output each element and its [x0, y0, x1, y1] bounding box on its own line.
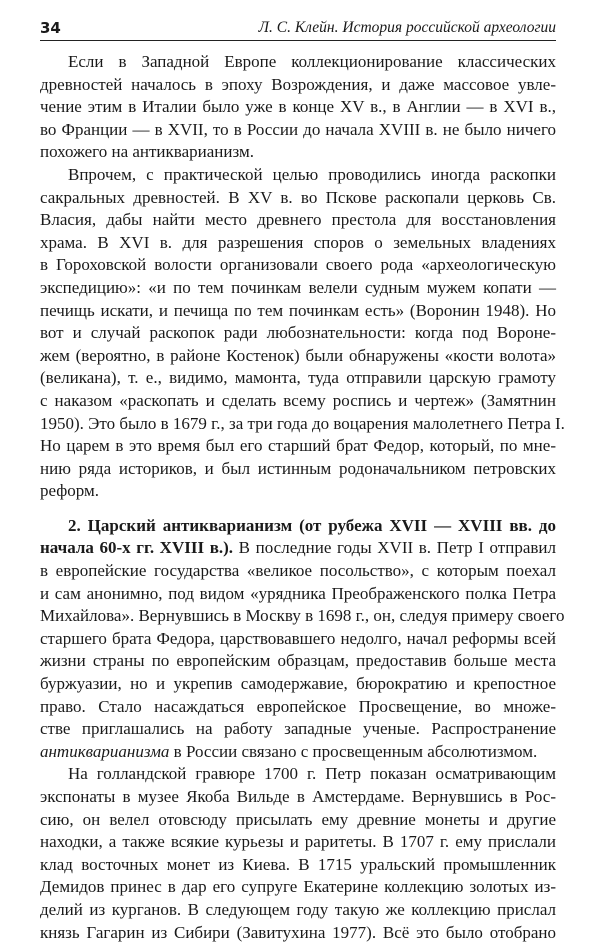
text-line: сакральных древностей. В XV в. во Пскове раскопали церковь Св. — [40, 187, 556, 207]
text-line: и сам анонимно, под видом «урядника Преображенского полка Петра — [40, 583, 556, 603]
text-line: сию, он велел отовсюду присылать ему древние монеты и другие — [40, 809, 556, 829]
body-text — [40, 51, 565, 944]
text-line: старшего брата Федора, царствовавшего недолго, начал реформы всей — [40, 628, 556, 648]
text-line: в европейские государства «великое посольство», с которым поехал — [40, 561, 556, 581]
text-line: в Гороховской волости организовали своего рода «археологическую — [40, 255, 556, 275]
text-line: На голландской гравюре 1700 г. Петр показан осматривающим — [68, 764, 556, 784]
text-line: клад восточных монет из Киева. В 1715 уральский промышленник — [40, 854, 556, 874]
text-line: находки, а также всякие курьезы и раритеты. В 1707 г. ему прислали — [40, 832, 556, 852]
text-line: с наказом «раскопать и сделать всему роспись и чертеж» (Замятнин — [40, 390, 556, 410]
text-run: В последние годы XVII в. Петр I отправил — [233, 538, 556, 558]
text-line: жизни страны по европейским образцам, предоставив больше места — [40, 651, 556, 671]
text-line: древностей началось в эпоху Возрождения, и даже массовое увле- — [40, 74, 556, 94]
section-heading-line — [40, 515, 556, 538]
text-line: Но царем в это время был его старший брат Федор, который, по мне- — [40, 436, 556, 456]
section-gap — [40, 503, 556, 515]
text-line: храма. В XVI в. для разрешения споров о земельных владениях — [40, 232, 556, 252]
paragraph — [40, 51, 556, 164]
text-line: буржуазии, но и укрепив самодержавие, бюрократию и крепостное — [40, 674, 556, 694]
text-line: жем (вероятно, в районе Костенок) были обнаружены «кости волота» — [40, 345, 556, 365]
section-heading-cont: начала 60-х гг. XVIII в.). — [40, 538, 234, 558]
text-line: 1950). Это было в 1679 г., за три года до воцарения малолетнего Петра I. — [40, 413, 565, 433]
text-line: делий из курганов. В следующем году такую же коллекцию прислал — [40, 899, 556, 919]
text-line: чение этим в Италии было уже в конце XV в., в Англии — в XVI в., — [40, 97, 556, 117]
text-run: в России связано с просвещенным абсолютизмом. — [169, 741, 538, 761]
text-line: стве приглашались на работу западные ученые. Распространение — [40, 719, 556, 739]
paragraph — [40, 763, 556, 944]
running-title: Л. С. Клейн. История российской археологии — [258, 19, 556, 36]
page-header — [40, 14, 556, 41]
text-line: экспедицию»: «и по тем починкам велели судным мужем копати — — [40, 277, 556, 297]
text-line: вот и случай раскопок ради любознательности: когда под Вороне- — [40, 323, 556, 343]
text-line: реформ. — [40, 481, 100, 501]
paragraph — [40, 164, 565, 503]
italic-term: антикварианизма — [40, 741, 170, 761]
text-line: Михайлова». Вернувшись в Москву в 1698 г., он, следуя примеру своего — [40, 606, 565, 626]
text-line: экспонаты в музее Якоба Вильде в Амстердаме. Вернувшись в Рос- — [40, 787, 556, 806]
text-line: Демидов принес в дар его супруге Екатерине коллекцию золотых из- — [40, 877, 556, 897]
page-number: 34 — [40, 19, 61, 37]
section-paragraph — [40, 515, 565, 764]
text-line: князь Гагарин из Сибири (Завитухина 1977). Всё это было отобрано — [40, 922, 556, 942]
text-line — [40, 537, 556, 560]
text-line: нию ряда историков, и был истинным родоначальником петровских — [40, 458, 556, 478]
text-line: право. Стало насаждаться европейское Просвещение, во множе- — [40, 696, 556, 716]
text-line: печищь искати, и печища по тем починкам есть» (Воронин 1948). Но — [40, 300, 556, 320]
text-line: Власия, дабы найти место древнего престола для восстановления — [40, 210, 556, 230]
text-line: во Франции — в XVII, то в России до начала XVIII в. не было ничего — [40, 119, 556, 139]
text-line: похожего на антикварианизм. — [40, 142, 254, 162]
text-line: Если в Западной Европе коллекционирование классических — [68, 52, 556, 71]
section-heading: 2. Царский антикварианизм (от рубежа XVII — XVIII вв. до — [68, 515, 556, 535]
text-line: Впрочем, с практической целью проводились иногда раскопки — [68, 164, 556, 184]
text-line: (великана), т. е., видимо, мамонта, туда отправили царскую грамоту — [40, 368, 556, 388]
text-line — [40, 741, 556, 764]
